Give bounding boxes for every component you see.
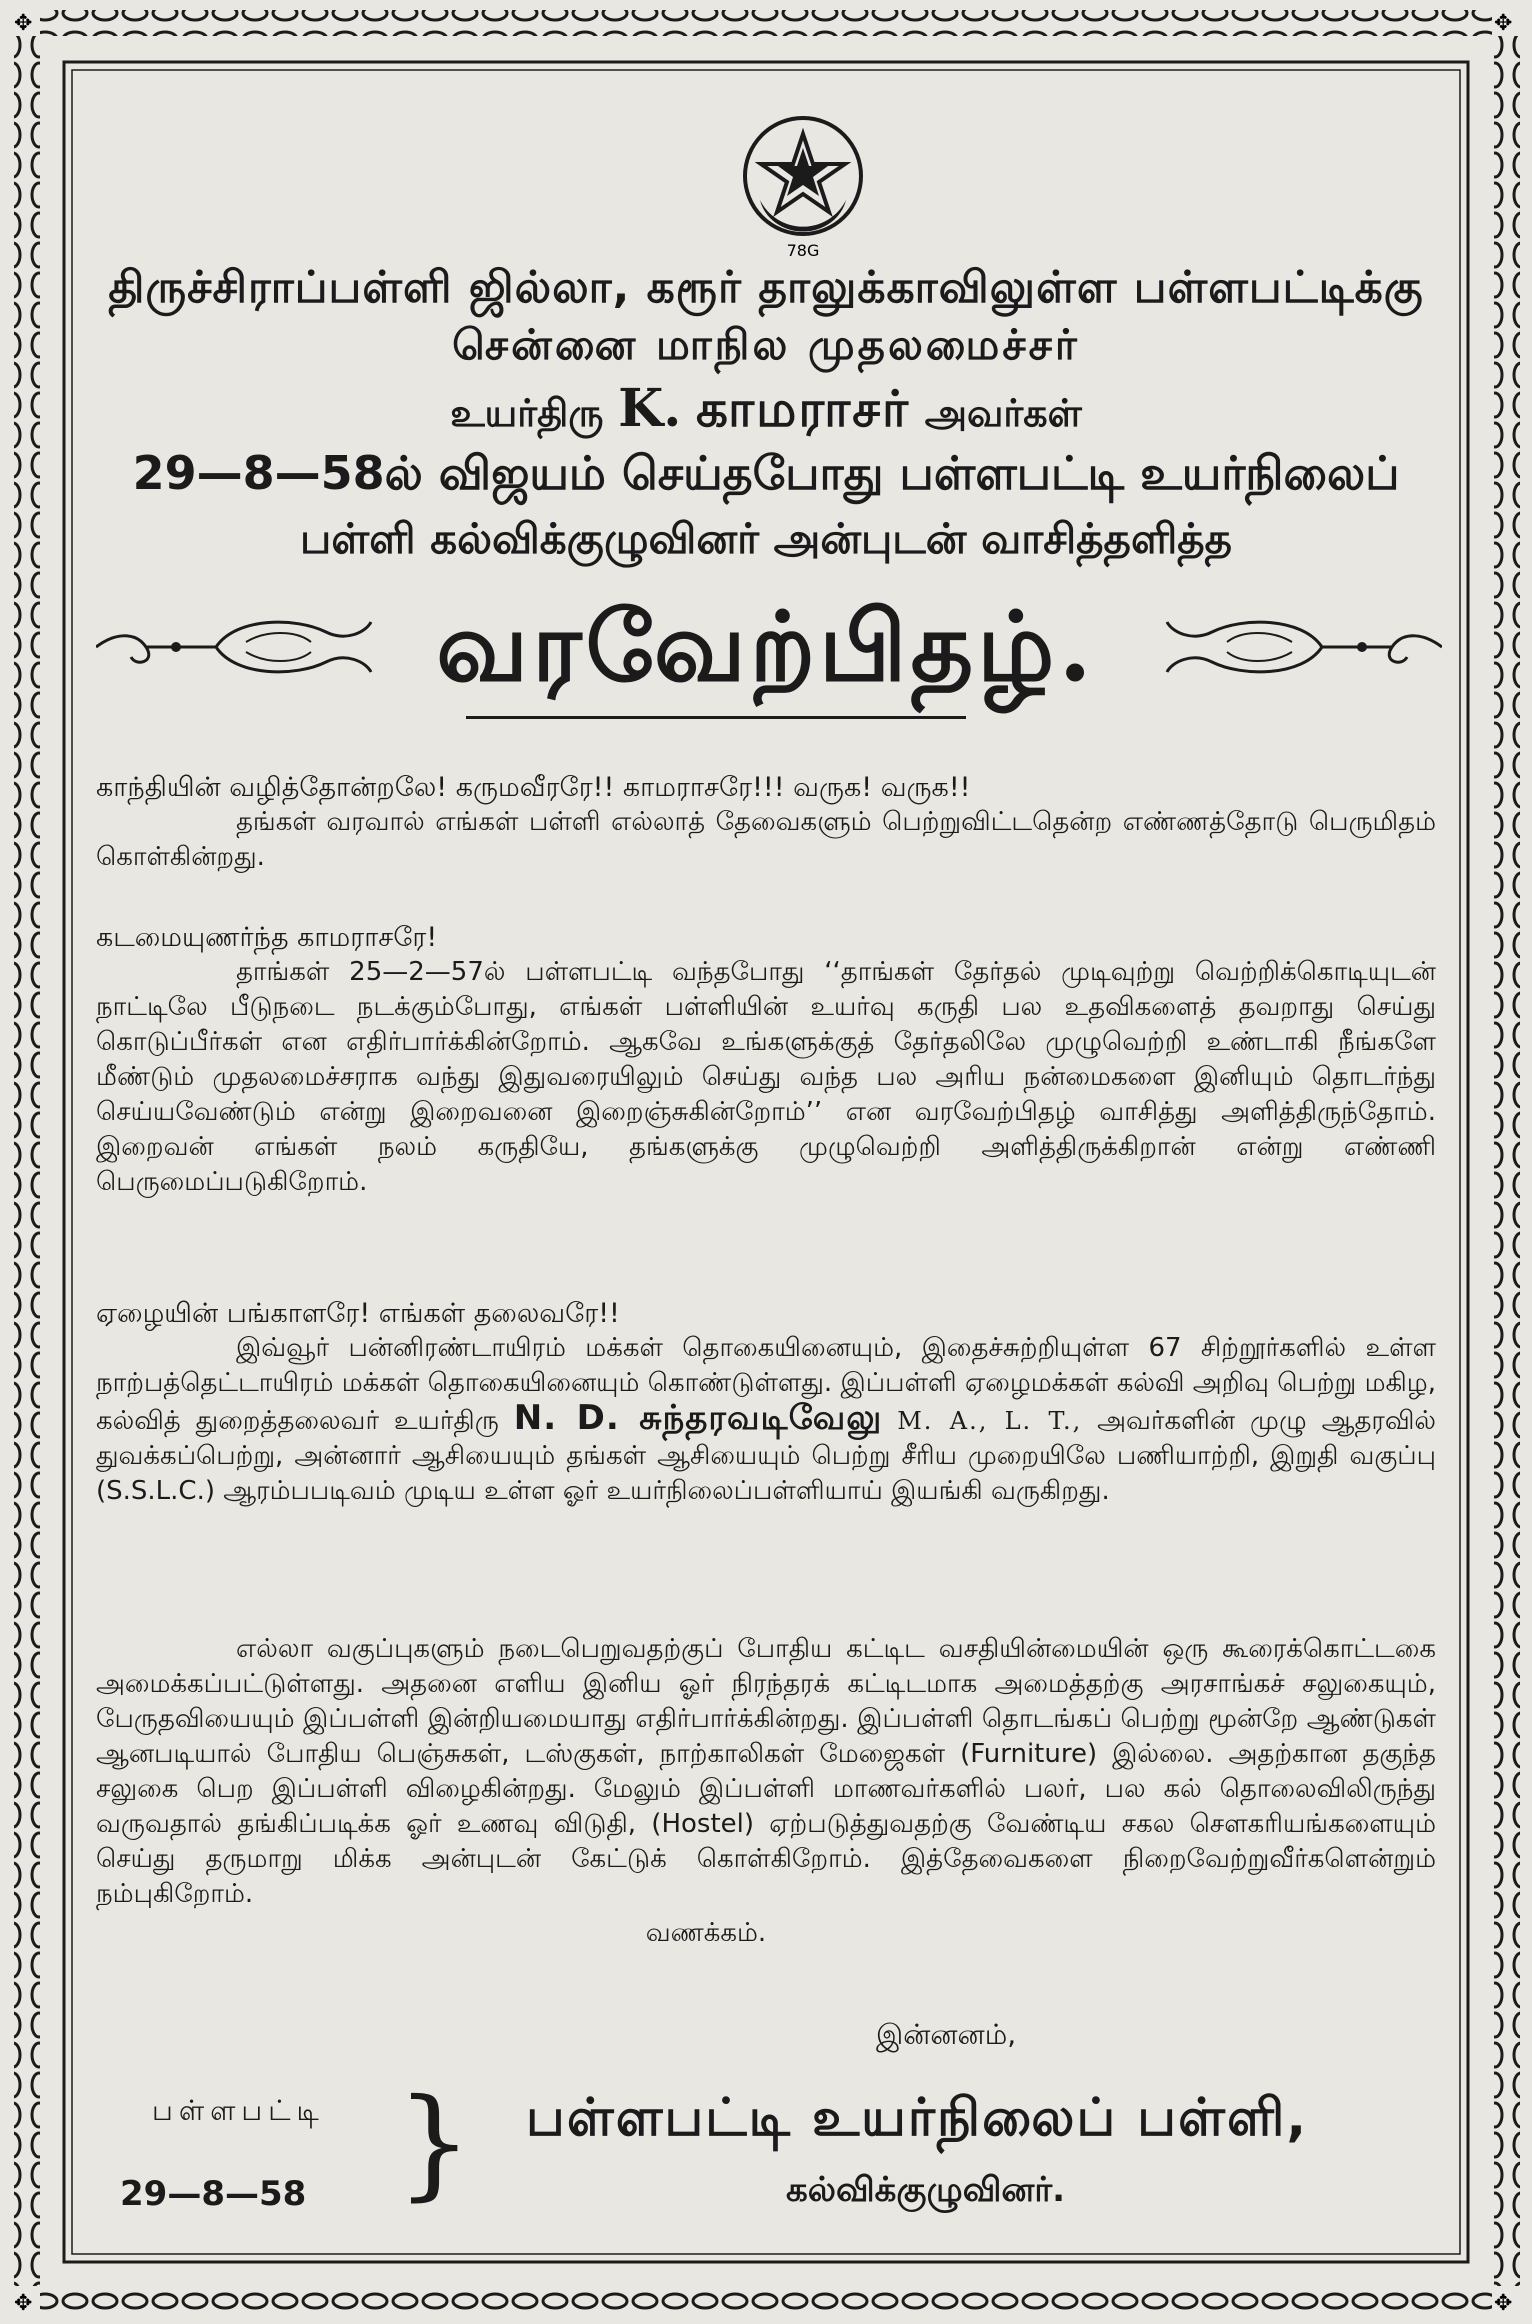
section-3	[96, 1296, 1436, 1509]
heading-line-2: சென்னை மாநில முதலமைச்சர்	[452, 320, 1080, 369]
honorific: உயர்திரு	[450, 391, 604, 435]
right-flourish-icon	[1162, 612, 1442, 682]
section-4	[96, 1632, 1436, 1951]
signoff-yours: இன்னனம்,	[876, 2018, 1017, 2051]
emblem-label: 78G	[786, 241, 820, 260]
title-row	[96, 590, 1436, 710]
section-4-text: எல்லா வகுப்புகளும் நடைபெறுவதற்குப் போதிய கட்டிட வசதியின்மையின் ஒரு கூரைக்கொட்டகை அமைக்கப்பட்டுள்ளது. அதனை எளிய இனிய ஓர் நிரந்தரக் கட்டிடமாக அமைத்தற்கு அரசாங்கச் சலுகையும், பேருதவியையும் இப்பள்ளி இன்றியமையாது எதிர்பார்க்கின்றது. இப்பள்ளி தொடங்கப் பெற்று மூன்றே ஆண்டுகள் ஆனபடியால் போதிய பெஞ்சுகள், டஸ்குகள், நாற்காலிகள் மேஜைகள் (Furniture) இல்லை. அதற்கான தகுந்த சலுகை பெற இப்பள்ளி விழைகின்றது. மேலும் இப்பள்ளி மாணவர்களில் பலர், பல கல் தொலைவிலிருந்து வருவதால் தங்கிப்படிக்க ஓர் உணவு விடுதி, (Hostel) ஏற்படுத்துவதற்கு வேண்டிய சகல சௌகரியங்களையும் செய்து தருமாறு மிக்க அன்புடன் கேட்டுக் கொள்கிறோம். இத்தேவைகளை நிறைவேற்றுவீர்களென்றும் நம்புகிறோம்.	[96, 1634, 1436, 1909]
star-crescent-emblem-icon	[740, 110, 866, 260]
svg-text:✥: ✥	[14, 11, 33, 36]
heading-line-1: திருச்சிராப்பள்ளி ஜில்லா, கரூர் தாலுக்காவிலுள்ள பள்ளபட்டிக்கு	[108, 262, 1424, 313]
signature-date: 29—8—58	[120, 2174, 307, 2214]
section-2-text: தாங்கள் 25—2—57ல் பள்ளபட்டி வந்தபோது ‘‘தாங்கள் தேர்தல் முடிவுற்று வெற்றிக்கொடியுடன் நாட்டிலே பீடுநடை நடக்கும்போது, எங்கள் பள்ளியின் உயர்வு கருதி பல உதவிகளைத் தவறாது செய்து கொடுப்பீர்கள் என எதிர்பார்க்கின்றோம். ஆகவே உங்களுக்குத் தேர்தலிலே முழுவெற்றி உண்டாகி நீங்களே மீண்டும் முதலமைச்சராக வந்து இதுவரையிலும் செய்து வந்த பல அரிய நன்மைகளை இனியும் தொடர்ந்து செய்யவேண்டும் என்று இறைவனை இறைஞ்சுகின்றோம்’’ என வரவேற்பிதழ் வாசித்து அளித்திருந்தோம். இறைவன் எங்கள் நலம் கருதியே, தங்களுக்கு முழுவெற்றி அளித்திருக்கிறான் என்று எண்ணி பெருமைப்படுகிறோம்.	[96, 957, 1437, 1197]
document-title: வரவேற்பிதழ்.	[436, 590, 1096, 703]
brace-icon: }	[396, 2074, 473, 2213]
svg-text:✥: ✥	[1494, 2291, 1513, 2316]
left-flourish-icon	[96, 612, 376, 682]
svg-text:✥: ✥	[14, 2291, 33, 2316]
signature-school: பள்ளபட்டி உயர்நிலைப் பள்ளி,	[526, 2088, 1309, 2148]
signature-committee: கல்விக்குழுவினர்.	[786, 2170, 1066, 2210]
section-3-text-after: அவர்களின் முழு ஆதரவில் துவக்கப்பெற்று, அன்னார் ஆசியையும் தங்கள் ஆசியையும் பெற்று சீரிய முறையிலே பணியாற்றி, இறுதி வகுப்பு (S.S.L.C.) ஆரம்பபடிவம் முடிய உள்ள ஓர் உயர்நிலைப்பள்ளியாய் இயங்கி வருகிறது.	[96, 1406, 1437, 1506]
heading-line-3	[96, 378, 1436, 445]
heading-line-5: பள்ளி கல்விக்குழுவினர் அன்புடன் வாசித்தளித்த	[300, 514, 1232, 563]
section-2	[96, 920, 1436, 1200]
initial: K.	[618, 378, 682, 439]
heading-line-4: 29—8—58ல் விஜயம் செய்தபோது பள்ளபட்டி உயர்நிலைப்	[132, 446, 1400, 500]
chief-minister-name: காமராசர்	[696, 380, 911, 438]
closing-greeting: வணக்கம்.	[645, 1918, 767, 1948]
section-1	[96, 770, 1436, 875]
section-3-text	[96, 1331, 1436, 1509]
section-3-heading: ஏழையின் பங்காளரே! எங்கள் தலைவரே!!	[96, 1298, 620, 1329]
section-2-heading: கடமையுணர்ந்த காமராசரே!	[96, 922, 438, 953]
signature-place: பள்ளபட்டி	[152, 2094, 325, 2127]
director-degrees: M. A., L. T.,	[897, 1407, 1083, 1435]
director-name: N. D. சுந்தரவடிவேலு	[513, 1398, 883, 1438]
svg-text:✥: ✥	[1494, 11, 1513, 36]
section-3-text-before: இவ்வூர் பன்னிரண்டாயிரம் மக்கள் தொகையினையும், இதைச்சுற்றியுள்ள 67 சிற்றூர்களில் உள்ள நாற்பத்தெட்டாயிரம் மக்கள் தொகையினையும் கொண்டுள்ளது. இப்பள்ளி ஏழைமக்கள் கல்வி அறிவு பெற்று மகிழ, கல்வித் துறைத்தலைவர் உயர்திரு	[96, 1333, 1436, 1436]
section-1-text: தங்கள் வரவால் எங்கள் பள்ளி எல்லாத் தேவைகளும் பெற்றுவிட்டதென்ற எண்ணத்தோடு பெருமிதம் கொள்கின்றது.	[96, 807, 1436, 872]
title-underline	[466, 716, 966, 719]
section-1-heading: காந்தியின் வழித்தோன்றலே! கருமவீரரே!! காமராசரே!!! வருக! வருக!!	[96, 772, 971, 803]
honorific-suffix: அவர்கள்	[924, 391, 1082, 435]
